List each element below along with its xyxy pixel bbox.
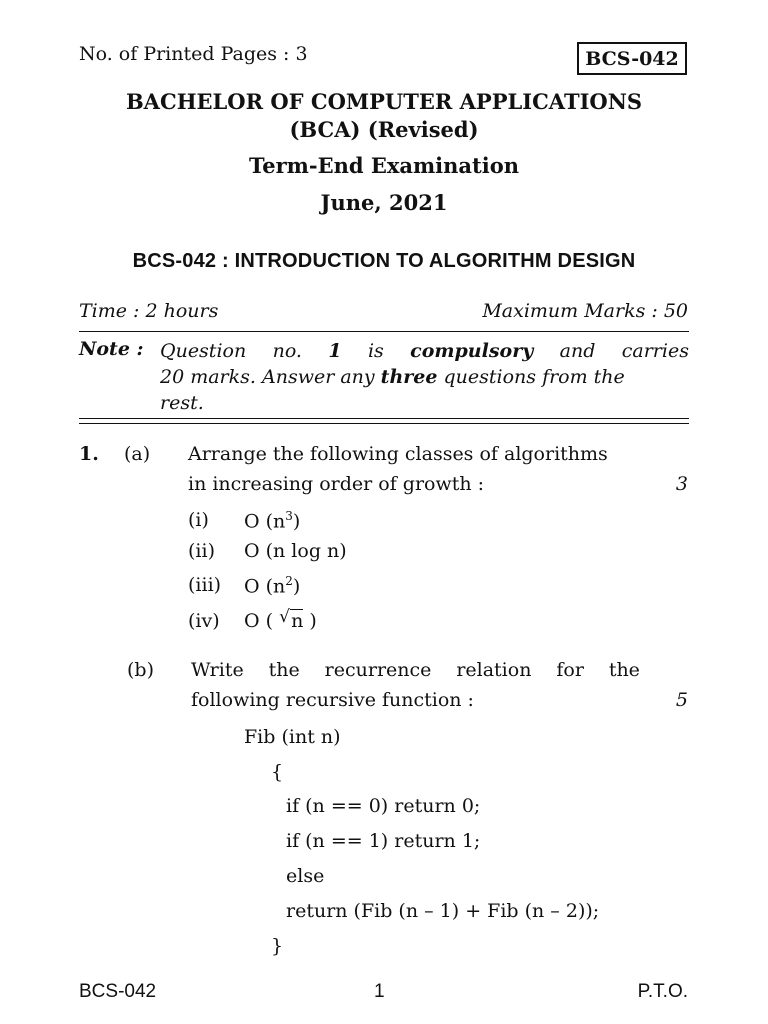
part-b-label: (b) (127, 659, 154, 681)
note-label: Note : (79, 338, 144, 360)
part-a-label: (a) (124, 443, 151, 465)
part-a-line-1: Arrange the following classes of algorithms (188, 443, 608, 465)
printed-pages-count: No. of Printed Pages : 3 (79, 43, 308, 65)
part-b-word: Write (191, 659, 244, 681)
square-root (279, 607, 304, 632)
exam-duration: Time : 2 hours (79, 300, 219, 322)
note-line-1 (160, 338, 689, 364)
note-word: Question (160, 340, 247, 362)
programme-title: BACHELOR OF COMPUTER APPLICATIONS (125, 89, 643, 114)
note-word: and (559, 340, 596, 362)
divider-double-bottom (79, 423, 689, 424)
part-b-word: the (268, 659, 300, 681)
note-line-2 (160, 364, 689, 390)
part-b-line-2: following recursive function : (191, 689, 474, 711)
part-b-word: the (608, 659, 640, 681)
divider-double-top (79, 418, 689, 419)
please-turn-over: P.T.O. (637, 981, 688, 1002)
code-line: } (271, 935, 284, 957)
course-title: BCS-042 : INTRODUCTION TO ALGORITHM DESIGN (132, 250, 636, 272)
note-word: 1 (328, 340, 342, 362)
page-number: 1 (374, 981, 385, 1002)
code-line: if (n == 0) return 0; (286, 795, 481, 817)
option-text (244, 509, 300, 532)
code-line: { (271, 761, 284, 783)
part-b-marks: 5 (675, 689, 688, 711)
course-code-box: BCS-042 (577, 42, 687, 75)
code-line: else (286, 865, 325, 887)
option-label: (i) (188, 509, 209, 531)
part-b-word: relation (456, 659, 532, 681)
part-b-line-1 (191, 659, 640, 681)
question-number: 1. (79, 443, 99, 465)
option-label: (ii) (188, 540, 215, 562)
note-word: is (367, 340, 384, 362)
code-line: Fib (int n) (244, 726, 341, 748)
note-text: questions from the (437, 366, 625, 388)
option-main: O (n (244, 575, 286, 598)
option-label: (iv) (188, 610, 220, 632)
maximum-marks: Maximum Marks : 50 (482, 300, 688, 322)
option-tail: ) (309, 610, 317, 632)
programme-subtitle: (BCA) (Revised) (289, 117, 479, 142)
option-main: O ( (244, 610, 274, 632)
note-word: no. (272, 340, 302, 362)
exam-title: Term-End Examination (248, 153, 519, 178)
option-tail: ) (292, 575, 301, 598)
part-b-word: for (556, 659, 584, 681)
exam-date: June, 2021 (320, 190, 448, 215)
option-text (244, 607, 317, 632)
note-line-3: rest. (160, 392, 204, 414)
part-a-line-2: in increasing order of growth : (188, 473, 485, 495)
code-line: if (n == 1) return 1; (286, 830, 481, 852)
part-a-marks: 3 (675, 473, 688, 495)
code-line: return (Fib (n – 1) + Fib (n – 2)); (286, 900, 600, 922)
option-exponent: 2 (285, 574, 293, 588)
note-word: carries (621, 340, 689, 362)
option-tail: ) (292, 510, 301, 533)
option-text (244, 574, 300, 597)
option-main: O (n (244, 510, 286, 533)
option-text: O (n log n) (244, 540, 347, 562)
note-word: compulsory (410, 340, 534, 362)
option-label: (iii) (188, 574, 222, 596)
radical-sign-icon: √ (279, 607, 290, 627)
footer-course-code: BCS-042 (79, 981, 157, 1002)
radicand: n (291, 610, 304, 632)
note-text-bold: three (380, 366, 438, 388)
divider-top (79, 331, 689, 332)
part-b-word: recurrence (324, 659, 432, 681)
note-text: 20 marks. Answer any (160, 366, 381, 388)
option-exponent: 3 (285, 509, 293, 523)
